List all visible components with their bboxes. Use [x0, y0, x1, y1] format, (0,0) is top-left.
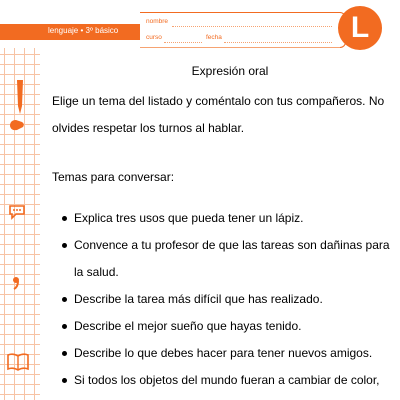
bullet-icon [62, 351, 67, 356]
date-field[interactable] [224, 42, 332, 43]
bullet-icon [62, 378, 67, 383]
comma-icon [12, 276, 20, 290]
topic-text: Describe la tarea más difícil que has realizado. [74, 292, 323, 306]
name-label: nombre [146, 18, 169, 25]
book-icon [6, 352, 30, 372]
page-title: Expresión oral [191, 64, 269, 78]
topics-list [52, 205, 397, 394]
topic-text: Si todos los objetos del mundo fueran a cambiar de color, [74, 373, 380, 387]
hand-icon [8, 118, 26, 132]
bullet-icon [62, 324, 67, 329]
topic-text: Describe el mejor sueño que hayas tenido. [74, 319, 302, 333]
course-field[interactable] [164, 42, 202, 43]
bullet-icon [62, 216, 67, 221]
subject-letter-badge: L [338, 6, 382, 50]
subject-label [48, 26, 118, 35]
list-item [52, 205, 397, 232]
topic-text: Convence a tu profesor de que las tareas son dañinas para la salud. [74, 238, 390, 279]
worksheet-header [0, 0, 400, 48]
topics-heading: Temas para conversar: [52, 170, 175, 184]
list-item [52, 313, 397, 340]
date-label: fecha [206, 34, 222, 41]
list-item [52, 286, 397, 313]
bullet-icon [62, 243, 67, 248]
speech-bubble-icon [8, 204, 26, 220]
list-item [52, 232, 397, 286]
pencil-icon [13, 80, 27, 116]
subject-band [0, 24, 140, 40]
list-item [52, 340, 397, 367]
subject-text: lenguaje [48, 26, 79, 35]
name-field[interactable] [172, 26, 332, 27]
grade-text: 3º básico [85, 26, 119, 35]
list-item [52, 367, 397, 394]
separator: • [80, 26, 84, 35]
instruction-text: Elige un tema del listado y coméntalo con tus compañeros. No olvides respetar los turnos al hablar. [52, 94, 385, 135]
bullet-icon [62, 297, 67, 302]
topic-text: Describe lo que debes hacer para tener nuevos amigos. [74, 346, 373, 360]
header-rule [140, 47, 340, 48]
course-label: curso [146, 34, 162, 41]
topic-text: Explica tres usos que pueda tener un lápiz. [74, 211, 304, 225]
